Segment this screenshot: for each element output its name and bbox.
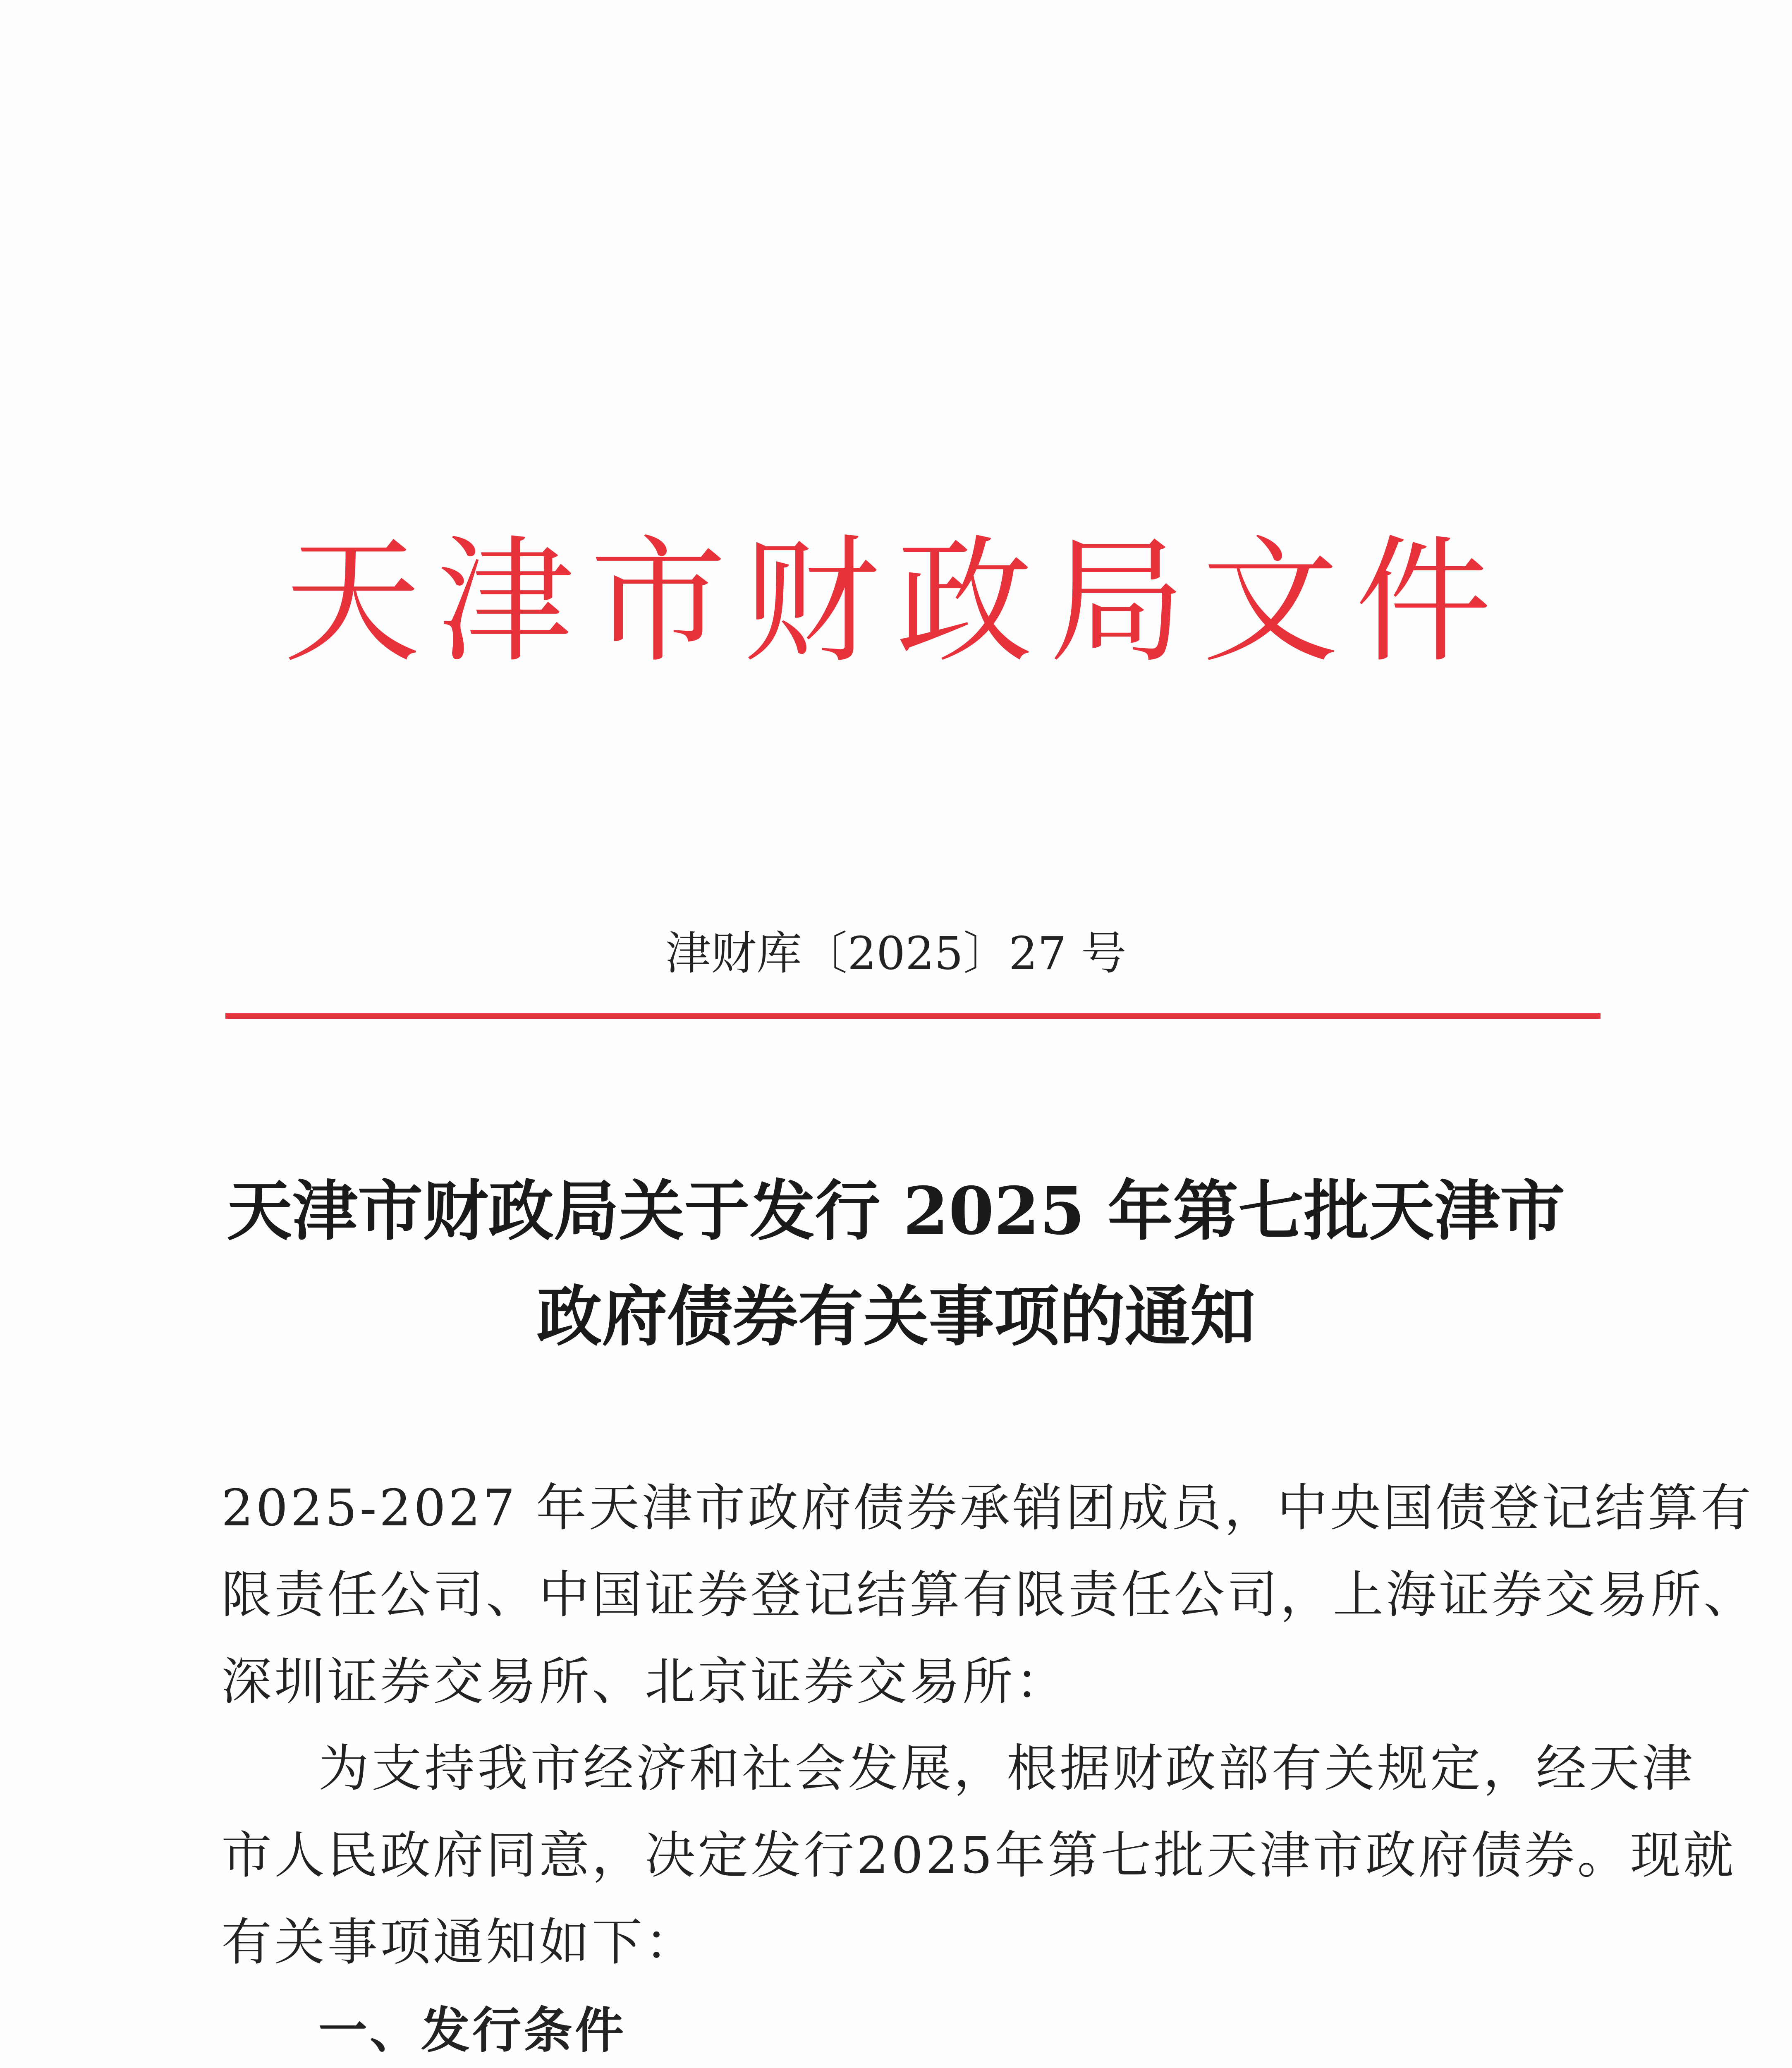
intro-line-2: 市人民政府同意，决定发行2025年第七批天津市政府债券。现就 — [221, 1826, 1736, 1885]
addressee-line-3: 深圳证券交易所、北京证券交易所： — [221, 1652, 1068, 1711]
addressee-line-2: 限责任公司、中国证券登记结算有限责任公司，上海证券交易所、 — [221, 1565, 1756, 1624]
addressee-line-1: 2025-2027 年天津市政府债券承销团成员，中央国债登记结算有 — [221, 1479, 1754, 1537]
document-title-line-2: 政府债券有关事项的通知 — [536, 1278, 1256, 1355]
intro-line-1: 为支持我市经济和社会发展，根据财政部有关规定，经天津 — [318, 1739, 1695, 1798]
document-title-line-1: 天津市财政局关于发行 2025 年第七批天津市 — [227, 1173, 1565, 1249]
intro-line-3: 有关事项通知如下： — [221, 1913, 698, 1972]
document-number: 津财库〔2025〕27 号 — [665, 927, 1127, 980]
issuer-banner: 天津市财政局文件 — [284, 522, 1508, 681]
section-heading-1: 一、发行条件 — [318, 2002, 627, 2059]
red-divider-line — [225, 1013, 1601, 1019]
